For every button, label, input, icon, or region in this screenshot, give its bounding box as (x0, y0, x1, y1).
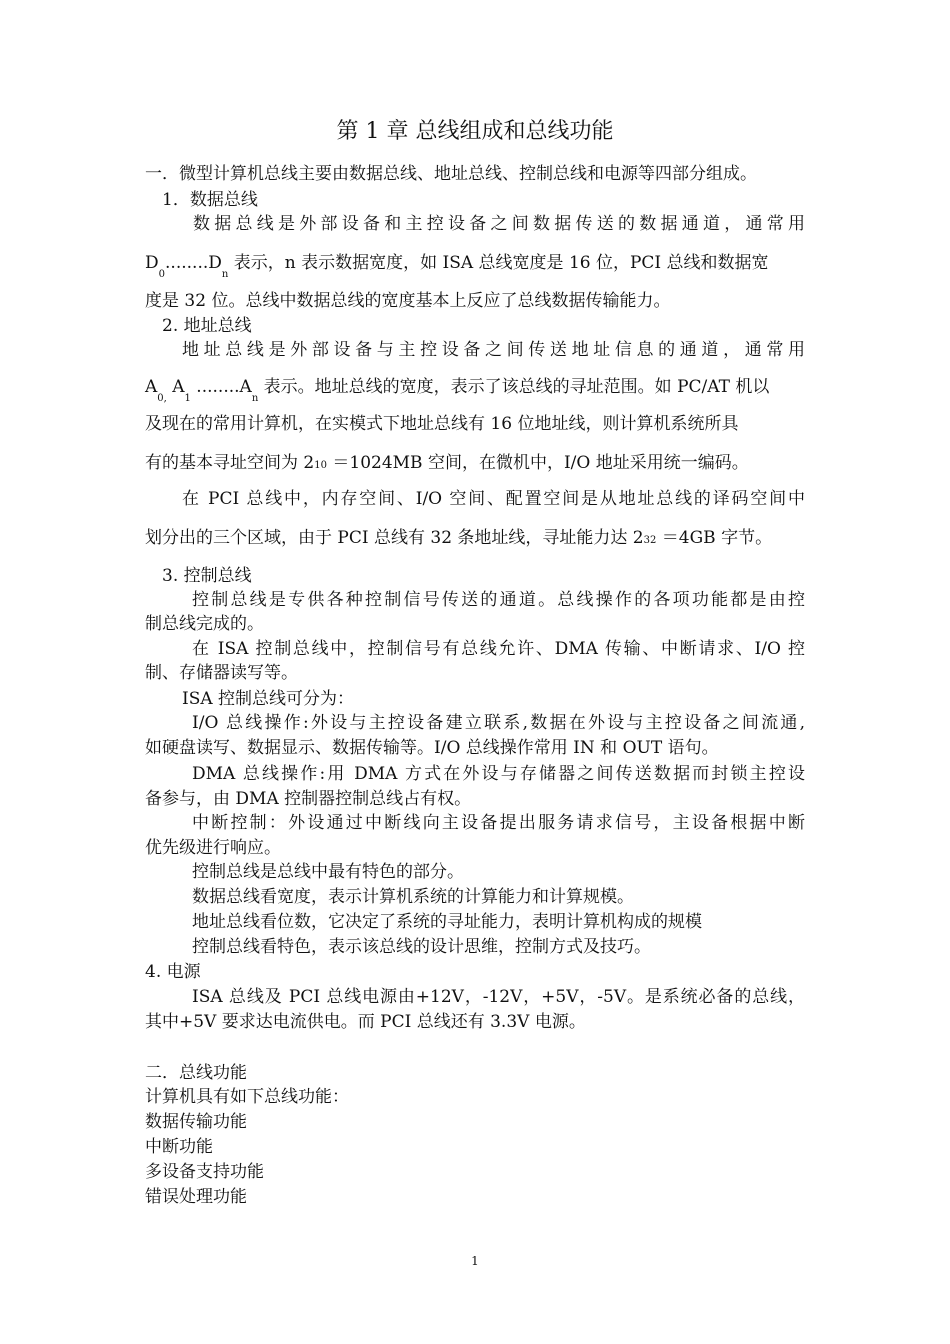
address-bus-line-5: 在 PCI 总线中，内存空间、I/O 空间、配置空间是从地址总线的译码空间中 (182, 489, 805, 509)
function-list-item: 中断功能 (145, 1137, 213, 1157)
power-heading: 4. 电源 (145, 962, 201, 982)
data-bus-heading: 1．数据总线 (162, 190, 258, 210)
address-bus-line-2-text: 表示。地址总线的宽度，表示了该总线的寻址范围。如 PC/AT 机以 (258, 377, 770, 397)
line-6-text-a: 划分出的三个区域，由于 PCI 总线有 32 条地址线，寻址能力达 2 (145, 528, 644, 548)
symbol-dots: ........D (165, 253, 222, 273)
function-list-item: 错误处理功能 (145, 1187, 247, 1207)
control-bus-p6-line-1: 中断控制：外设通过中断线向主设备提出服务请求信号，主设备根据中断 (192, 813, 805, 833)
control-bus-p1-line-1: 控制总线是专供各种控制信号传送的通道。总线操作的各项功能都是由控 (192, 590, 805, 610)
power-line-2: 其中+5V 要求达电流供电。而 PCI 总线还有 3.3V 电源。 (145, 1012, 586, 1032)
line-6-text-b: ＝4GB 字节。 (656, 528, 773, 548)
subscript-n: n (251, 393, 259, 404)
control-bus-p5-line-1: DMA 总线操作:用 DMA 方式在外设与存储器之间传送数据而封锁主控设 (192, 764, 805, 784)
address-bus-line-1: 地址总线是外部设备与主控设备之间传送地址信息的通道，通常用 (182, 340, 805, 360)
address-bus-line-4 (145, 452, 749, 474)
section-1-heading: 一．微型计算机总线主要由数据总线、地址总线、控制总线和电源等四部分组成。 (145, 164, 757, 184)
control-bus-p8: 数据总线看宽度，表示计算机系统的计算能力和计算规模。 (192, 887, 634, 907)
data-bus-line-1: 数据总线是外部设备和主控设备之间数据传送的数据通道，通常用 (193, 214, 805, 234)
control-bus-p1-line-2: 制总线完成的。 (145, 614, 264, 634)
subscript-1: 1 (184, 393, 191, 404)
exponent-10: 10 (314, 460, 327, 471)
control-bus-p2-line-1: 在 ISA 控制总线中，控制信号有总线允许、DMA 传输、中断请求、I/O 控 (192, 639, 805, 659)
control-bus-p4-line-1: I/O 总线操作:外设与主控设备建立联系,数据在外设与主控设备之间流通, (192, 713, 805, 733)
address-bus-line-2 (145, 376, 770, 404)
data-bus-line-3: 度是 32 位。总线中数据总线的宽度基本上反应了总线数据传输能力。 (145, 291, 671, 311)
subscript-0: 0, (157, 393, 167, 404)
control-bus-p7: 控制总线是总线中最有特色的部分。 (192, 862, 464, 882)
chapter-title: 第 1 章 总线组成和总线功能 (336, 119, 614, 144)
control-bus-heading: 3. 控制总线 (162, 566, 252, 586)
control-bus-p10: 控制总线看特色，表示该总线的设计思维，控制方式及技巧。 (192, 937, 651, 957)
control-bus-p3: ISA 控制总线可分为： (182, 689, 355, 709)
page-number: 1 (471, 1254, 479, 1268)
function-list-item: 多设备支持功能 (145, 1162, 264, 1182)
address-bus-line-3: 及现在的常用计算机，在实模式下地址总线有 16 位地址线，则计算机系统所具 (145, 414, 739, 434)
symbol-d: D (145, 253, 159, 273)
subscript-0: 0 (158, 269, 166, 280)
address-bus-heading: 2. 地址总线 (162, 316, 252, 336)
address-bus-line-6 (145, 527, 772, 549)
function-list-item: 数据传输功能 (145, 1112, 247, 1132)
control-bus-p9: 地址总线看位数，它决定了系统的寻址能力，表明计算机构成的规模 (192, 912, 702, 932)
symbol-dots: ........A (190, 377, 252, 397)
data-bus-line-2-text: 表示，n 表示数据宽度，如 ISA 总线宽度是 16 位，PCI 总线和数据宽 (228, 253, 769, 273)
section-2-heading: 二．总线功能 (145, 1063, 247, 1083)
section-2-intro: 计算机具有如下总线功能： (145, 1087, 349, 1107)
control-bus-p4-line-2: 如硬盘读写、数据显示、数据传输等。I/O 总线操作常用 IN 和 OUT 语句。 (145, 738, 719, 758)
control-bus-p5-line-2: 备参与，由 DMA 控制器控制总线占有权。 (145, 789, 472, 809)
symbol-a0: A (145, 377, 158, 397)
exponent-32: 32 (643, 535, 657, 546)
subscript-n: n (221, 269, 229, 280)
control-bus-p2-line-2: 制、存储器读写等。 (145, 663, 298, 683)
line-4-text-a: 有的基本寻址空间为 2 (145, 453, 315, 473)
control-bus-p6-line-2: 优先级进行响应。 (145, 838, 281, 858)
power-line-1: ISA 总线及 PCI 总线电源由+12V，-12V，+5V，-5V。是系统必备的总线， (192, 987, 805, 1007)
data-bus-line-2 (145, 252, 769, 280)
line-4-text-b: ＝1024MB 空间，在微机中，I/O 地址采用统一编码。 (326, 453, 749, 473)
symbol-a1: A (166, 377, 185, 397)
